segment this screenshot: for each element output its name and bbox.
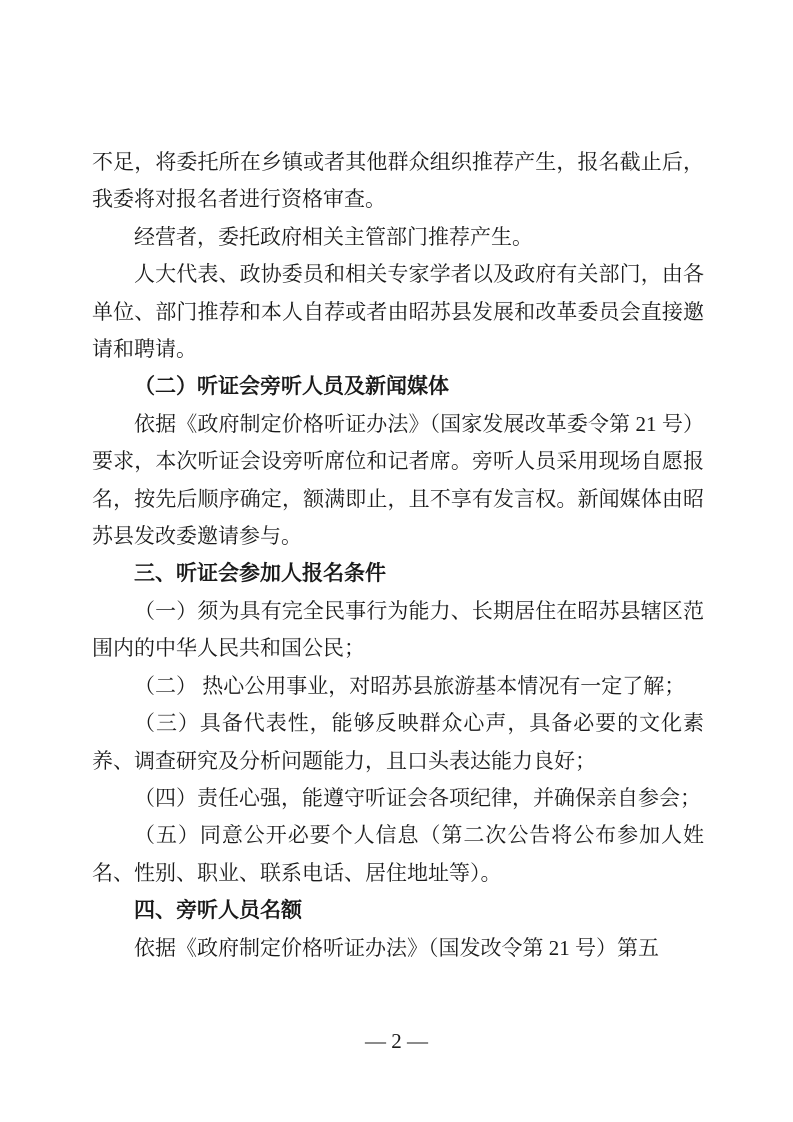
section-heading: （二）听证会旁听人员及新闻媒体	[134, 374, 449, 399]
section-heading: 三、听证会参加人报名条件	[134, 562, 386, 586]
page-number: — 2 —	[365, 1029, 428, 1053]
document-body	[92, 144, 704, 967]
paragraph: （二） 热心公用事业，对昭苏县旅游基本情况有一定了解；	[134, 673, 686, 698]
paragraph: （三）具备代表性，能够反映群众心声，具备必要的文化素养、调查研究及分析问题能力，且口头表达能力良好；	[92, 711, 704, 773]
paragraph: 不足，将委托所在乡镇或者其他群众组织推荐产生，报名截止后，我委将对报名者进行资格审查。	[92, 150, 704, 212]
paragraph: （四）责任心强，能遵守听证会各项纪律，并确保亲自参会；	[134, 785, 701, 810]
paragraph: 经营者，委托政府相关主管部门推荐产生。	[134, 224, 533, 249]
paragraph: （五）同意公开必要个人信息（第二次公告将公布参加人姓名、性别、职业、联系电话、居住地址等）。	[92, 823, 704, 885]
paragraph: （一）须为具有完全民事行为能力、长期居住在昭苏县辖区范围内的中华人民共和国公民；	[92, 598, 704, 661]
paragraph: 人大代表、政协委员和相关专家学者以及政府有关部门，由各单位、部门推荐和本人自荐或者由昭苏县发展和改革委员会直接邀请和聘请。	[92, 262, 704, 362]
section-heading: 四、旁听人员名额	[134, 899, 302, 923]
page-footer	[0, 1026, 793, 1056]
paragraph: 依据《政府制定价格听证办法》（国发改令第 21 号）第五	[134, 935, 659, 960]
paragraph: 依据《政府制定价格听证办法》（国家发展改革委令第 21 号）要求，本次听证会设旁听席位和记者席。旁听人员采用现场自愿报名，按先后顺序确定，额满即止，且不享有发言权。新闻媒体由昭苏县发改委邀请参与。	[92, 411, 704, 549]
